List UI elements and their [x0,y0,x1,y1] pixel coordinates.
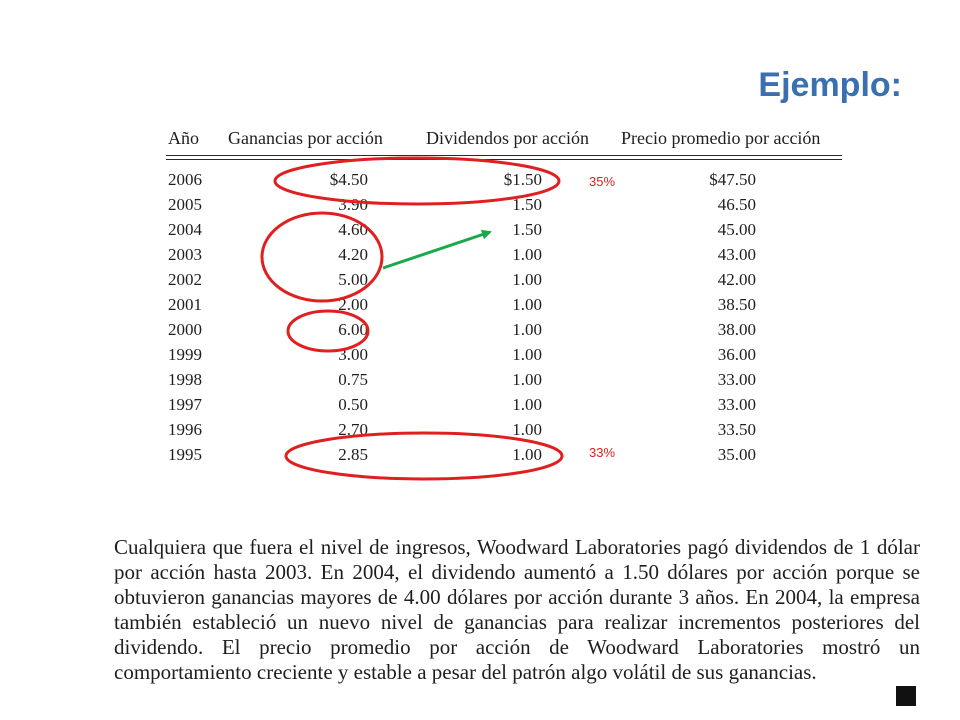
arrow-icon [383,232,490,268]
cell-year: 1997 [168,395,202,414]
cell-price: 43.00 [717,245,756,264]
cell-dps: 1.00 [512,345,542,364]
explanation-paragraph: Cualquiera que fuera el nivel de ingresos, Woodward Laboratories pagó dividendos de 1 dólar por acción hasta 2003. En 2004, el dividendo aumentó a 1.50 dólares por acción porque se obtuvieron ganancias mayores de 4.00 dólares por acción durante 3 años. En 2004, la empresa también estableció un nuevo nivel de ganancias para realizar incrementos posteriores del dividendo. El precio promedio por acción de Woodward Laboratories mostró un comportamiento creciente y estable a pesar del patrón algo volátil de sus ganancias. [114,535,920,684]
cell-year: 2001 [168,295,202,314]
cell-eps: 0.75 [338,370,368,389]
cell-eps: 3.90 [338,195,368,214]
cell-price: 46.50 [717,195,756,214]
cell-price: $47.50 [709,170,756,189]
cell-price: 42.00 [717,270,756,289]
header-eps: Ganancias por acción [228,128,383,148]
cell-dps: 1.50 [512,220,542,239]
cell-year: 2005 [168,195,202,214]
cell-eps: 2.85 [338,445,368,464]
cell-year: 2003 [168,245,202,264]
cell-eps: 3.00 [338,345,368,364]
cell-eps: 6.00 [338,320,368,339]
cell-price: 38.50 [717,295,756,314]
cell-price: 33.00 [717,370,756,389]
circle-2000-eps [288,311,368,351]
cell-eps: 4.60 [338,220,368,239]
cell-year: 2004 [168,220,202,239]
cell-year: 2006 [168,170,202,189]
cell-dps: 1.00 [512,270,542,289]
cell-price: 38.00 [717,320,756,339]
header-year: Año [168,128,199,148]
end-square-icon [896,686,916,706]
cell-price: 35.00 [717,445,756,464]
cell-year: 1996 [168,420,202,439]
cell-dps: 1.00 [512,445,542,464]
cell-dps: 1.00 [512,320,542,339]
cell-eps: 2.00 [338,295,368,314]
cell-eps: 0.50 [338,395,368,414]
cell-price: 33.50 [717,420,756,439]
cell-year: 2000 [168,320,202,339]
cell-year: 2002 [168,270,202,289]
cell-price: 36.00 [717,345,756,364]
payout-ratio-1995-label: 33% [589,445,616,460]
slide-title: Ejemplo: [758,66,902,104]
circle-2006-row [275,158,559,204]
header-dps: Dividendos por acción [426,128,589,148]
cell-price: 33.00 [717,395,756,414]
cell-dps: 1.00 [512,395,542,414]
cell-year: 1995 [168,445,202,464]
cell-dps: 1.00 [512,420,542,439]
cell-dps: 1.50 [512,195,542,214]
cell-eps: $4.50 [329,170,368,189]
header-price: Precio promedio por acción [621,128,821,148]
cell-year: 1998 [168,370,202,389]
cell-dps: 1.00 [512,370,542,389]
cell-eps: 2.70 [338,420,368,439]
circle-2004-2002-eps [262,213,382,301]
cell-dps: $1.50 [503,170,542,189]
cell-price: 45.00 [717,220,756,239]
payout-ratio-2006-label: 35% [589,174,616,189]
circle-1995-row [286,433,562,479]
cell-eps: 4.20 [338,245,368,264]
cell-dps: 1.00 [512,295,542,314]
cell-dps: 1.00 [512,245,542,264]
cell-year: 1999 [168,345,202,364]
cell-eps: 5.00 [338,270,368,289]
